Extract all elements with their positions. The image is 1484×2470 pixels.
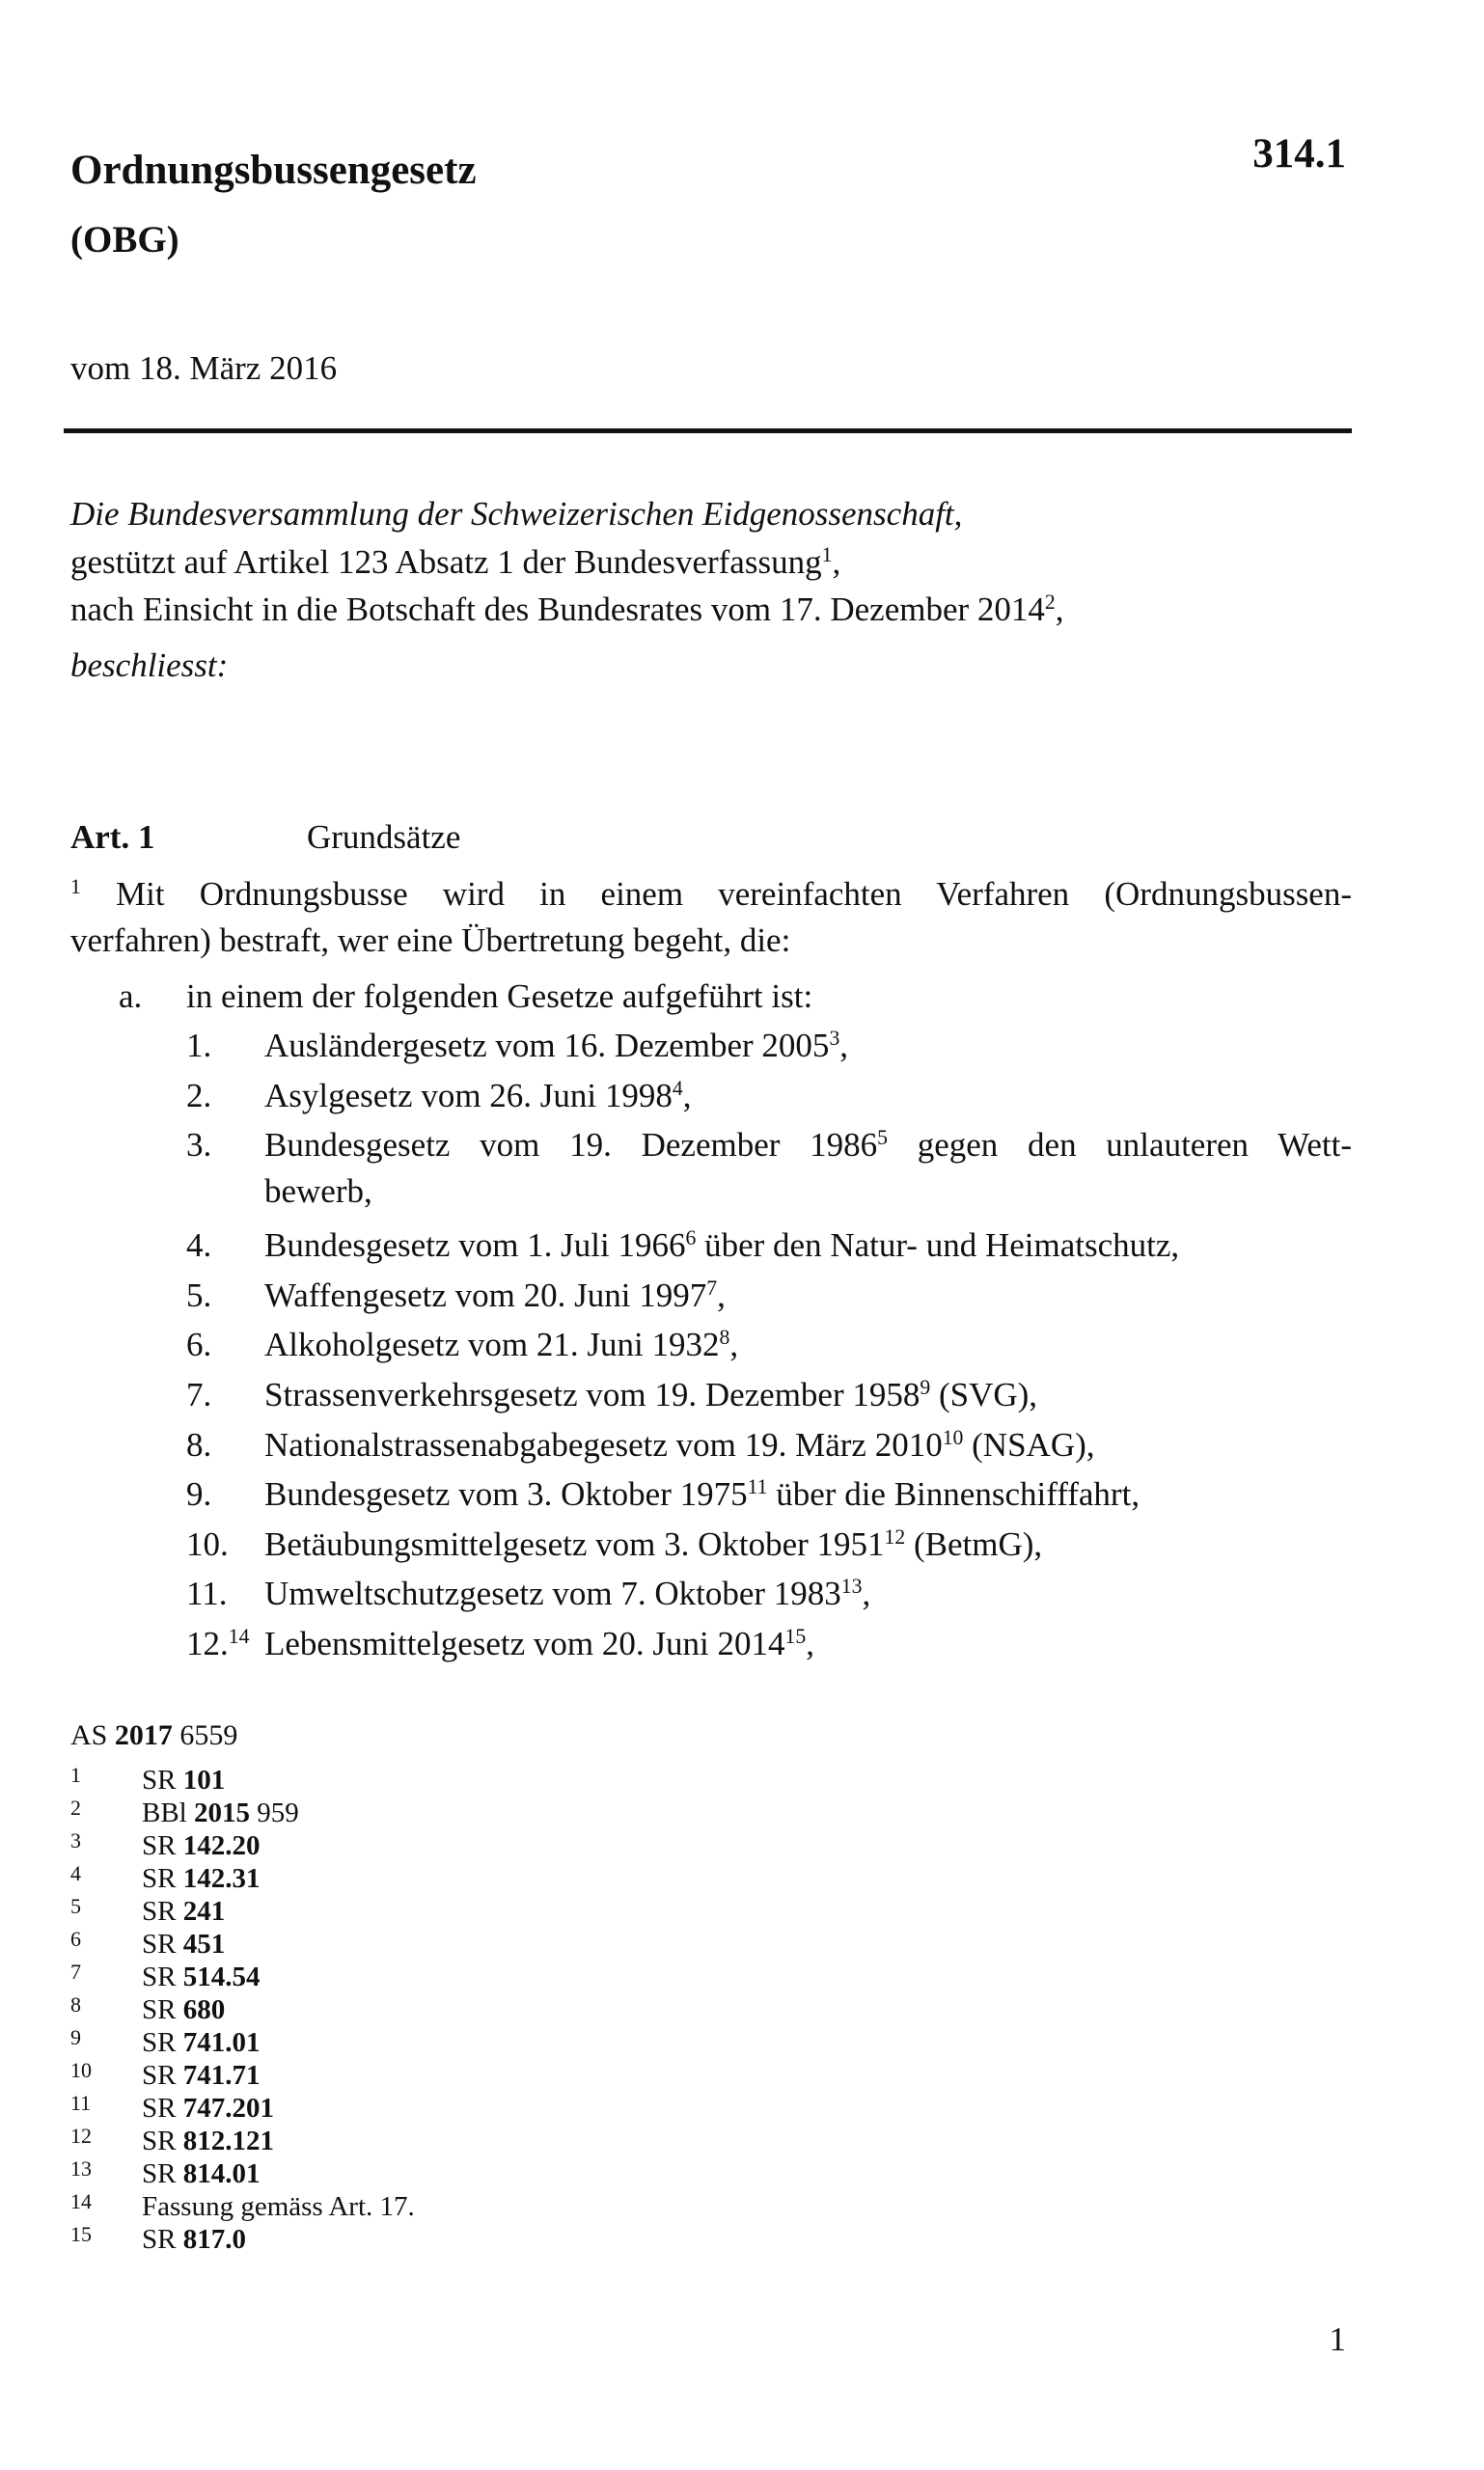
law-title: Ordnungsbussengesetz xyxy=(70,148,477,193)
footnote-text: SR 741.71 xyxy=(142,2060,261,2091)
footnote-ref[interactable]: 5 xyxy=(877,1126,888,1150)
list-item-number: 11. xyxy=(186,1575,228,1613)
preamble-message: nach Einsicht in die Botschaft des Bundesrates vom 17. Dezember 2014$^2$, xyxy=(70,590,1064,628)
footnote-text: SR 241 xyxy=(142,1896,226,1927)
footnote-ref[interactable]: 13 xyxy=(840,1575,863,1599)
footnote-text: SR 514.54 xyxy=(142,1962,261,1992)
footnote-ref[interactable]: 7 xyxy=(706,1276,718,1300)
list-item-number: 4. xyxy=(186,1226,212,1265)
footnote-ref[interactable]: 10 xyxy=(942,1425,964,1449)
footnote-ref[interactable]: 9 xyxy=(920,1376,931,1400)
footnote-number: 2 xyxy=(70,1796,81,1820)
article-number: Art. 1 xyxy=(70,818,155,856)
footnote-text: SR 451 xyxy=(142,1929,226,1960)
article-paragraph-line: verfahren) bestraft, wer eine Übertretung begeht, die: xyxy=(70,921,791,959)
preamble-enacting-body: Die Bundesversammlung der Schweizerischen Eidgenossenschaft, xyxy=(70,495,963,533)
footnote-number: 12 xyxy=(70,2124,92,2148)
footnote-ref[interactable]: 4 xyxy=(672,1076,683,1100)
footnote-ref[interactable]: 14 xyxy=(228,1625,250,1649)
footnote-text: Fassung gemäss Art. 17. xyxy=(142,2191,415,2222)
list-item-text: Bundesgesetz vom 1. Juli 1966$^6$ über den Natur- und Heimatschutz, xyxy=(264,1226,1180,1265)
footnote-number: 1 xyxy=(70,1763,81,1787)
list-item-text: Waffengesetz vom 20. Juni 1997$^7$, xyxy=(264,1276,726,1314)
footnote-ref[interactable]: 12 xyxy=(884,1524,906,1549)
footnote-ref[interactable]: 15 xyxy=(784,1625,807,1649)
footnote-ref[interactable]: 8 xyxy=(719,1326,730,1350)
article-title: Grundsätze xyxy=(307,818,461,856)
list-letter-text: in einem der folgenden Gesetze aufgeführt ist: xyxy=(186,977,813,1015)
footnote-number: 5 xyxy=(70,1894,81,1918)
footnote-number: 6 xyxy=(70,1927,81,1951)
footnote-text: SR 817.0 xyxy=(142,2224,246,2255)
list-item-text: Strassenverkehrsgesetz vom 19. Dezember 1958$^9$ (SVG), xyxy=(264,1376,1038,1413)
preamble-resolution: beschliesst: xyxy=(70,646,229,684)
list-item-text: Bundesgesetz vom 19. Dezember 1986$^5$ gegen den unlauteren Wett- xyxy=(264,1126,1352,1165)
list-item-number: 2. xyxy=(186,1076,212,1114)
law-date: vom 18. März 2016 xyxy=(70,349,338,387)
footnote-number: 10 xyxy=(70,2058,92,2082)
page-number: 1 xyxy=(1329,2320,1346,2358)
list-item-text: Nationalstrassenabgabegesetz vom 19. März 2010$^{10}$ (NSAG), xyxy=(264,1425,1095,1464)
footnote-number: 7 xyxy=(70,1960,81,1984)
list-item-text: Bundesgesetz vom 3. Oktober 1975$^{11}$ über die Binnenschifffahrt, xyxy=(264,1475,1140,1514)
footnote-text: SR 741.01 xyxy=(142,2027,261,2058)
list-item-text: Betäubungsmittelgesetz vom 3. Oktober 1951$^{12}$ (BetmG), xyxy=(264,1524,1043,1563)
list-item-text: Umweltschutzgesetz vom 7. Oktober 1983$^{13}$, xyxy=(264,1575,871,1613)
footnote-text: SR 142.31 xyxy=(142,1863,261,1894)
footnote-ref[interactable]: 11 xyxy=(747,1475,768,1499)
footnote-ref[interactable]: 2 xyxy=(1044,590,1056,615)
footnote-ref[interactable]: 1 xyxy=(821,543,833,567)
footnote-number: 13 xyxy=(70,2156,92,2181)
footnote-ref[interactable]: 3 xyxy=(829,1027,840,1051)
footnote-text: SR 101 xyxy=(142,1765,226,1796)
preamble-basis: gestützt auf Artikel 123 Absatz 1 der Bundesverfassung$^1$, xyxy=(70,543,841,581)
list-item-number: 6. xyxy=(186,1326,212,1364)
official-compilation-ref: AS 2017 6559 xyxy=(70,1719,238,1751)
footnote-text: SR 747.201 xyxy=(142,2093,274,2124)
list-item-text: Asylgesetz vom 26. Juni 1998$^4$, xyxy=(264,1076,692,1114)
list-item-number: 5. xyxy=(186,1276,212,1314)
list-item-continuation: bewerb, xyxy=(264,1172,372,1211)
footnote-text: SR 814.01 xyxy=(142,2158,261,2189)
list-item-number: 12.14 xyxy=(186,1625,250,1662)
footnote-number: 8 xyxy=(70,1992,81,2017)
footnote-number: 9 xyxy=(70,2025,81,2049)
header-rule xyxy=(64,428,1352,433)
list-item-number: 10. xyxy=(186,1524,229,1563)
list-item-text: Lebensmittelgesetz vom 20. Juni 2014$^{15}$, xyxy=(264,1625,814,1662)
list-letter: a. xyxy=(119,977,143,1015)
list-item-text: Alkoholgesetz vom 21. Juni 1932$^8$, xyxy=(264,1326,739,1364)
footnote-number: 15 xyxy=(70,2222,92,2246)
list-item-number: 7. xyxy=(186,1376,212,1413)
footnote-text: SR 680 xyxy=(142,1994,226,2025)
list-item-number: 8. xyxy=(186,1425,212,1464)
list-item-number: 3. xyxy=(186,1126,212,1165)
article-paragraph-line: $^1$ Mit Ordnungsbusse wird in einem vereinfachten Verfahren (Ordnungsbussen- xyxy=(70,875,1353,913)
footnote-ref[interactable]: 6 xyxy=(685,1226,697,1250)
law-abbreviation: (OBG) xyxy=(70,219,179,261)
paragraph-number: 1 xyxy=(70,875,81,899)
footnote-text: SR 812.121 xyxy=(142,2126,274,2156)
footnote-number: 4 xyxy=(70,1861,81,1885)
list-item-text: Ausländergesetz vom 16. Dezember 2005$^3$, xyxy=(264,1027,849,1064)
footnote-number: 3 xyxy=(70,1828,81,1852)
footnote-number: 14 xyxy=(70,2189,92,2213)
footnote-text: SR 142.20 xyxy=(142,1830,261,1861)
footnote-text: BBl 2015 959 xyxy=(142,1798,299,1828)
list-item-number: 1. xyxy=(186,1027,212,1064)
sr-number: 314.1 xyxy=(1252,131,1346,177)
list-item-number: 9. xyxy=(186,1475,212,1514)
footnote-number: 11 xyxy=(70,2091,92,2115)
